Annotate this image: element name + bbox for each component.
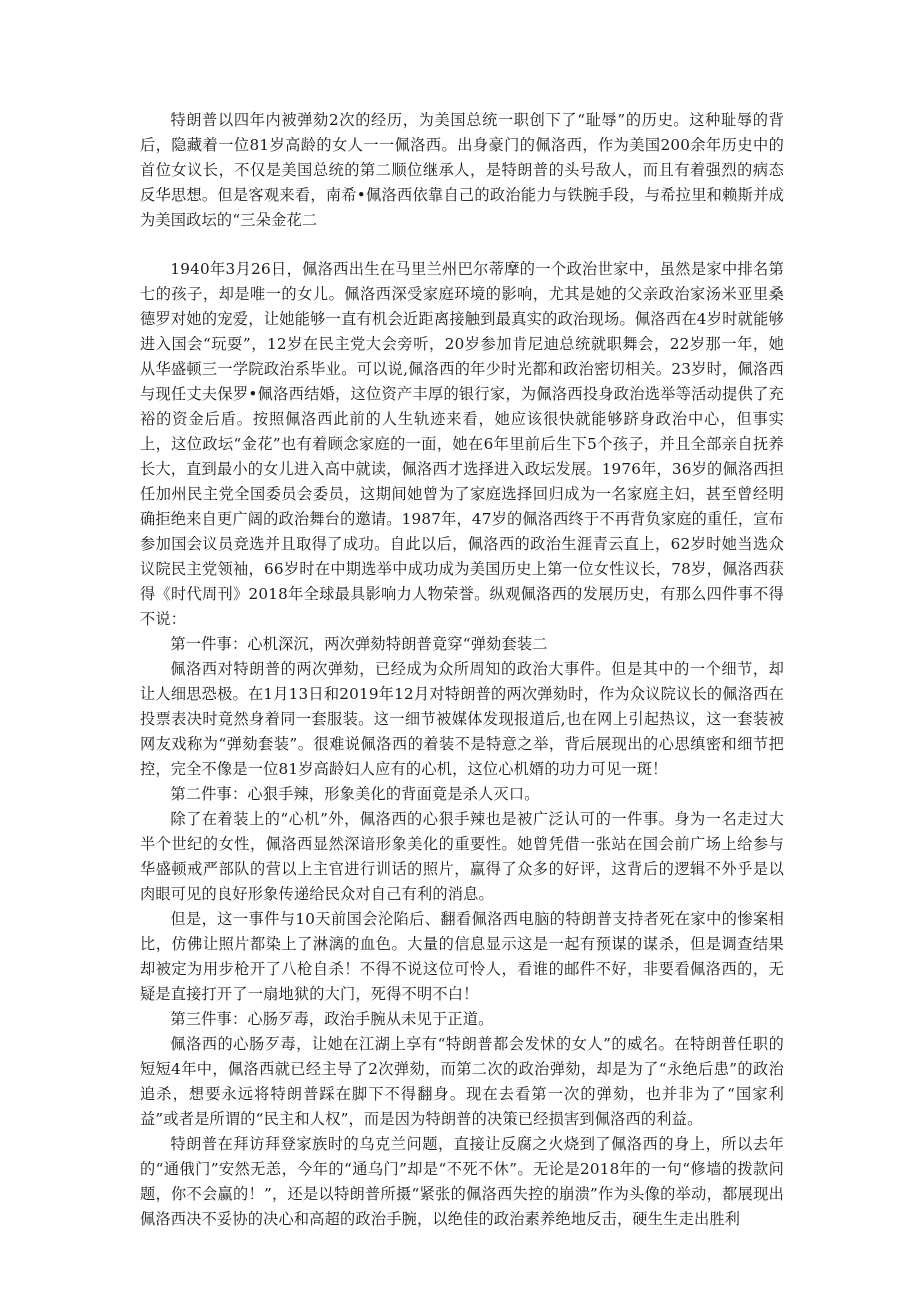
body-paragraph: 特朗普在拜访拜登家族时的乌克兰问题，直接让反腐之火烧到了佩洛西的身上，所以去年的“通俄门”安然无恙，今年的“通乌门”却是“不死不休”。无论是2018年的一句“修墙的拨款问题，你不会赢的！”，还是以特朗普所摄“紧张的佩洛西失控的崩溃”作为头像的举动，都展现出佩洛西决不妥协的决心和高超的政治手腕，以绝佳的政治素养绝地反击，硬生生走出胜利 bbox=[140, 1135, 784, 1228]
body-paragraph: 但是，这一事件与10天前国会沦陷后、翻看佩洛西电脑的特朗普支持者死在家中的惨案相比，仿佛让照片都染上了淋漓的血色。大量的信息显示这是一起有预谋的谋杀，但是调查结果却被定为用步枪开了八枪自杀！不得不说这位可怜人，看谁的邮件不好，非要看佩洛西的，无疑是直接打开了一扇地狱的大门，死得不明不白！ bbox=[140, 910, 784, 1003]
body-paragraph: 除了在着装上的“心机”外，佩洛西的心狠手辣也是被广泛认可的一件事。身为一名走过大半个世纪的女性，佩洛西显然深谙形象美化的重要性。她曾凭借一张站在国会前广场上给参与华盛顿戒严部队的营以上主官进行训话的照片，赢得了众多的好评，这背后的逻辑不外乎是以肉眼可见的良好形象传递给民众对自己有利的消息。 bbox=[140, 810, 784, 903]
body-paragraph: 佩洛西对特朗普的两次弹劾，已经成为众所周知的政治大事件。但是其中的一个细节，却让人细思恐极。在1月13日和2019年12月对特朗普的两次弹劾时，作为众议院议长的佩洛西在投票表决时竟然身着同一套服装。这一细节被媒体发现报道后,也在网上引起热议，这一套装被网友戏称为“弹劾套装”。很难说佩洛西的着装不是特意之举，背后展现出的心思缜密和细节把控，完全不像是一位81岁高龄妇人应有的心机，这位心机婿的功力可见一斑！ bbox=[140, 660, 784, 778]
section-heading-3: 第三件事：心肠歹毒，政治手腕从未见于正道。 bbox=[170, 1010, 494, 1028]
biography-paragraph: 1940年3月26日，佩洛西出生在马里兰州巴尔蒂摩的一个政治世家中，虽然是家中排名第七的孩子，却是唯一的女儿。佩洛西深受家庭环境的影响，尤其是她的父亲政治家汤米亚里桑德罗对她的宠爱，让她能够一直有机会近距离接触到最真实的政治现场。佩洛西在4岁时就能够进入国会“玩耍”，12岁在民主党大会旁听，20岁参加肯尼迪总统就职舞会，22岁那一年，她从华盛顿三一学院政治系毕业。可以说,佩洛西的年少时光都和政治密切相关。23岁时，佩洛西与现任丈夫保罗•佩洛西结婚，这位资产丰厚的银行家，为佩洛西投身政治选举等活动提供了充裕的资金后盾。按照佩洛西此前的人生轨迹来看，她应该很快就能够跻身政治中心，但事实上，这位政坛“金花”也有着顾念家庭的一面，她在6年里前后生下5个孩子，并且全部亲自抚养长大，直到最小的女儿进入高中就读，佩洛西才选择进入政坛发展。1976年，36岁的佩洛西担任加州民主党全国委员会委员，这期间她曾为了家庭选择回归成为一名家庭主妇，甚至曾经明确拒绝来自更广阔的政治舞台的邀请。1987年，47岁的佩洛西终于不再背负家庭的重任，宣布参加国会议员竞选并且取得了成功。自此以后，佩洛西的政治生涯青云直上，62岁时她当选众议院民主党领袖，66岁时在中期选举中成功成为美国历史上第一位女性议长，78岁，佩洛西获得《时代周刊》2018年全球最具影响力人物荣誉。纵观佩洛西的发展历史，有那么四件事不得不说： bbox=[140, 260, 784, 628]
body-paragraph: 佩洛西的心肠歹毒，让她在江湖上享有“特朗普都会发怵的女人”的威名。在特朗普任职的短短4年中，佩洛西就已经主导了2次弹劾，而第二次的政治弹劾，却是为了“永绝后患”的政治追杀，想要永远将特朗普踩在脚下不得翻身。现在去看第一次的弹劾，也并非为了“国家利益”或者是所谓的“民主和人权”，而是因为特朗普的决策已经损害到佩洛西的利益。 bbox=[140, 1035, 784, 1128]
document-body bbox=[140, 108, 784, 1232]
section-heading-1: 第一件事：心机深沉，两次弹劾特朗普竟穿“弹劾套装二 bbox=[170, 635, 548, 653]
section-heading-2: 第二件事：心狠手辣，形象美化的背面竟是杀人灭口。 bbox=[170, 785, 540, 803]
intro-paragraph: 特朗普以四年内被弹劾2次的经历，为美国总统一职创下了“耻辱”的历史。这种耻辱的背后，隐藏着一位81岁高龄的女人一一佩洛西。出身豪门的佩洛西，作为美国200余年历史中的首位女议长，不仅是美国总统的第二顺位继承人，是特朗普的头号敌人，而且有着强烈的病态反华思想。但是客观来看，南希•佩洛西依靠自己的政治能力与铁腕手段，与希拉里和赖斯并成为美国政坛的“三朵金花二 bbox=[140, 111, 784, 229]
